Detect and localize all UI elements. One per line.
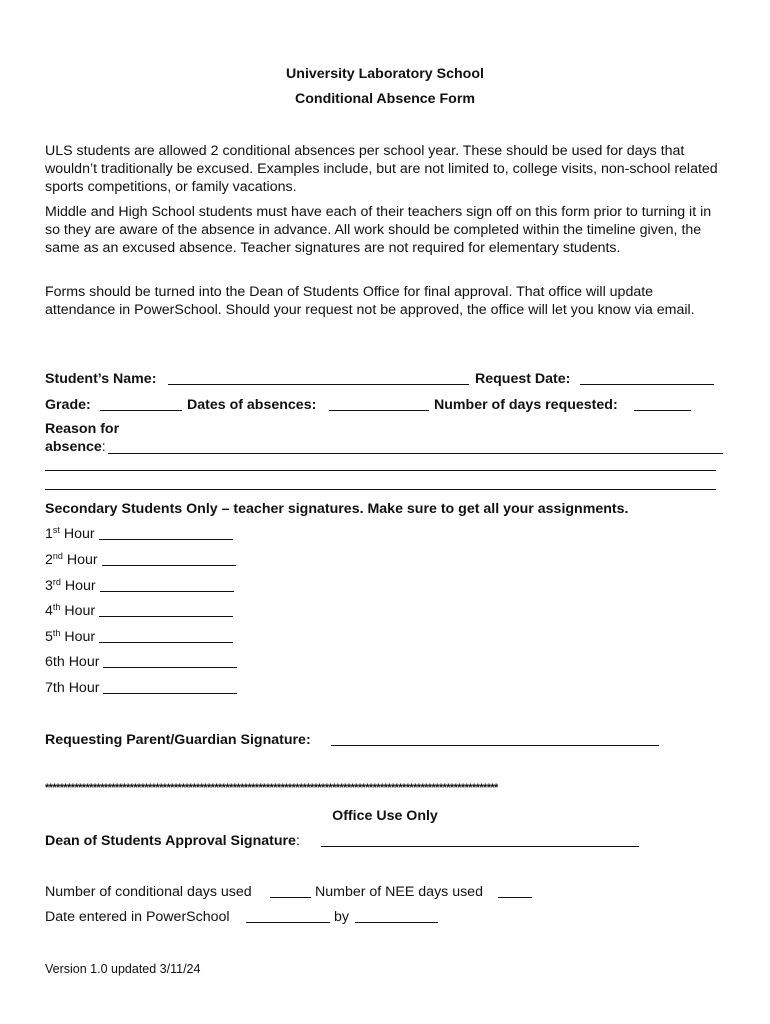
- reason-label-line2: [45, 438, 106, 456]
- hour-3-label: [45, 577, 96, 595]
- hour-6-word: Hour: [68, 654, 100, 670]
- dean-approval-label-text: Dean of Students Approval Signature: [45, 833, 296, 849]
- hour-1-label: [45, 525, 95, 543]
- hour-1-num: 1: [45, 526, 53, 542]
- entered-by-field[interactable]: [355, 922, 438, 923]
- reason-field-line-3[interactable]: [45, 489, 716, 490]
- hour-1-word: Hour: [63, 526, 95, 542]
- hour-5-num: 5: [45, 629, 53, 645]
- hour-4-signature-field[interactable]: [99, 616, 233, 617]
- dean-approval-colon: :: [295, 833, 300, 849]
- hour-2-signature-field[interactable]: [102, 565, 236, 566]
- hour-6-signature-field[interactable]: [103, 667, 237, 668]
- reason-field-line-1[interactable]: [108, 453, 723, 454]
- student-name-label: Student’s Name:: [45, 371, 157, 387]
- dean-approval-signature-field[interactable]: [321, 846, 639, 847]
- grade-label: Grade:: [45, 397, 91, 413]
- hour-4-num: 4: [45, 603, 53, 619]
- hour-7-label: [45, 679, 99, 697]
- hour-5-signature-field[interactable]: [99, 642, 233, 643]
- asterisk-separator: ***************************************************************************************************************************: [45, 782, 498, 794]
- reason-field-line-2[interactable]: [45, 470, 716, 471]
- reason-label-word: absence: [45, 439, 102, 455]
- hour-1-sup: st: [52, 525, 60, 535]
- hour-4-word: Hour: [64, 603, 96, 619]
- dean-approval-label: [45, 832, 300, 850]
- hour-1-signature-field[interactable]: [99, 539, 233, 540]
- nee-days-field[interactable]: [498, 897, 532, 898]
- hour-5-sup: th: [52, 628, 61, 638]
- student-name-field[interactable]: [168, 384, 469, 385]
- dates-of-absences-label: Dates of absences:: [187, 397, 317, 413]
- grade-field[interactable]: [100, 410, 182, 411]
- hour-7-signature-field[interactable]: [103, 693, 237, 694]
- reason-label-line1: Reason for: [45, 421, 120, 437]
- hour-3-word: Hour: [64, 578, 96, 594]
- parent-signature-label: Requesting Parent/Guardian Signature:: [45, 732, 311, 748]
- days-requested-label: Number of days requested:: [434, 397, 618, 413]
- date-entered-field[interactable]: [246, 922, 330, 923]
- hour-3-signature-field[interactable]: [100, 591, 234, 592]
- office-use-heading: Office Use Only: [332, 808, 438, 824]
- hour-2-sup: nd: [52, 551, 63, 561]
- hour-2-label: [45, 551, 98, 569]
- hour-5-word: Hour: [64, 629, 96, 645]
- request-date-field[interactable]: [580, 384, 714, 385]
- conditional-days-field[interactable]: [270, 897, 311, 898]
- hour-3-sup: rd: [52, 577, 61, 587]
- school-name: University Laboratory School: [286, 66, 484, 82]
- days-requested-field[interactable]: [634, 410, 691, 411]
- hour-4-label: [45, 602, 95, 620]
- hour-6-num: 6th: [45, 654, 65, 670]
- date-entered-label: Date entered in PowerSchool: [45, 909, 230, 925]
- parent-signature-field[interactable]: [331, 745, 659, 746]
- by-label: by: [334, 909, 349, 925]
- secondary-heading: Secondary Students Only – teacher signatures. Make sure to get all your assignments.: [45, 501, 629, 517]
- nee-days-label: Number of NEE days used: [315, 884, 483, 900]
- version-footer: Version 1.0 updated 3/11/24: [45, 962, 201, 976]
- reason-label-colon: :: [101, 439, 106, 455]
- intro-paragraph-dean-office: Forms should be turned into the Dean of Students Office for final approval. That office will update attendance in PowerSchool. Should your request not be approved, the office will let you know via email.: [45, 284, 695, 318]
- intro-paragraph-allowance: ULS students are allowed 2 conditional absences per school year. These should be used for days that wouldn’t traditionally be excused. Examples include, but are not limited to, college visits, non-school related sports competitions, or family vacations.: [45, 143, 718, 195]
- form-title: Conditional Absence Form: [295, 91, 475, 107]
- hour-2-num: 2: [45, 552, 53, 568]
- hour-4-sup: th: [52, 602, 61, 612]
- hour-2-word: Hour: [66, 552, 98, 568]
- conditional-days-label: Number of conditional days used: [45, 884, 252, 900]
- hour-5-label: [45, 628, 95, 646]
- dates-of-absences-field[interactable]: [329, 410, 429, 411]
- intro-paragraph-teachers: Middle and High School students must have each of their teachers sign off on this form prior to turning it in so they are aware of the absence in advance. All work should be completed within the timeline given, the same as an excused absence. Teacher signatures are not required for elementary students.: [45, 204, 712, 256]
- hour-3-num: 3: [45, 578, 53, 594]
- hour-7-num: 7th: [45, 680, 65, 696]
- hour-7-word: Hour: [68, 680, 100, 696]
- hour-6-label: [45, 653, 99, 671]
- request-date-label: Request Date:: [475, 371, 571, 387]
